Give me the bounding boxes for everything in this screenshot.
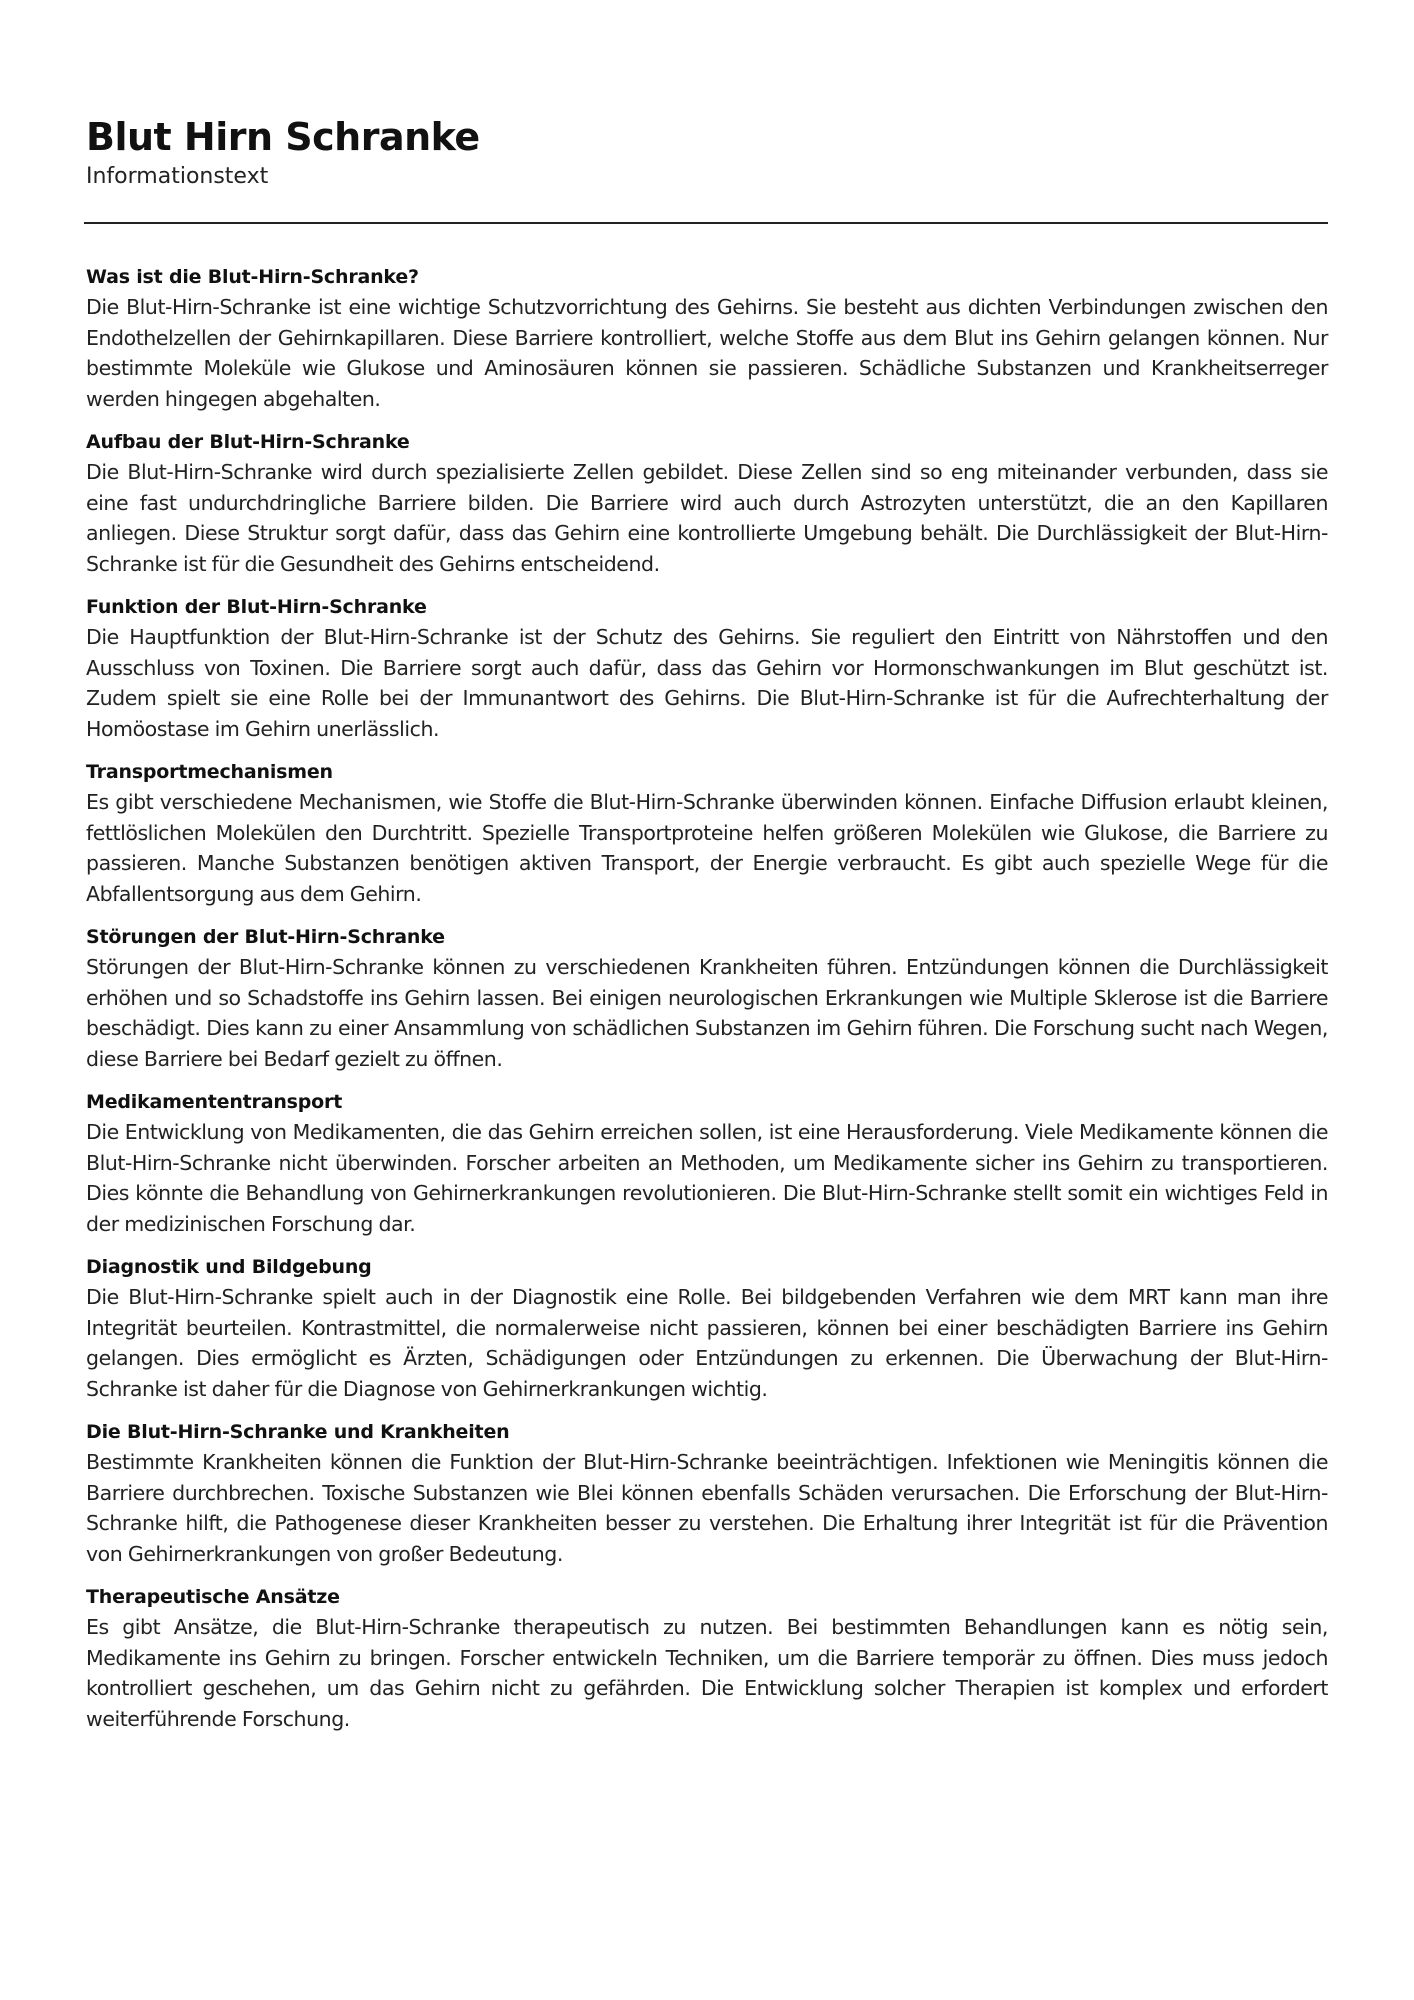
section-body: Die Blut-Hirn-Schranke wird durch spezialisierte Zellen gebildet. Diese Zellen sind so eng miteinander verbunden, dass sie eine fast undurchdringliche Barriere bilden. Die Barriere wird auch durch Astrozyten unterstützt, die an den Kapillaren anliegen. Diese Struktur sorgt dafür, dass das Gehirn eine kontrollierte Umgebung behält. Die Durchlässigkeit der Blut-Hirn-Schranke ist für die Gesundheit des Gehirns entscheidend. [86, 460, 1328, 576]
section-diagnostik [86, 1252, 1328, 1404]
section-transportmechanismen [86, 757, 1328, 909]
section-krankheiten [86, 1417, 1328, 1569]
section-body: Die Hauptfunktion der Blut-Hirn-Schranke ist der Schutz des Gehirns. Sie reguliert den Eintritt von Nährstoffen und den Ausschluss von Toxinen. Die Barriere sorgt auch dafür, dass das Gehirn vor Hormonschwankungen im Blut geschützt ist. Zudem spielt sie eine Rolle bei der Immunantwort des Gehirns. Die Blut-Hirn-Schranke ist für die Aufrechterhaltung der Homöostase im Gehirn unerlässlich. [86, 625, 1328, 741]
section-heading: Die Blut-Hirn-Schranke und Krankheiten [86, 1421, 510, 1443]
section-therapeutische-ansaetze [86, 1582, 1328, 1734]
document-content [86, 262, 1328, 1747]
section-medikamententransport [86, 1087, 1328, 1239]
document-title: Blut Hirn Schranke [86, 115, 480, 159]
section-body: Die Blut-Hirn-Schranke ist eine wichtige Schutzvorrichtung des Gehirns. Sie besteht aus dichten Verbindungen zwischen den Endothelzellen der Gehirnkapillaren. Diese Barriere kontrolliert, welche Stoffe aus dem Blut ins Gehirn gelangen können. Nur bestimmte Moleküle wie Glukose und Aminosäuren können sie passieren. Schädliche Substanzen und Krankheitserreger werden hingegen abgehalten. [86, 295, 1328, 411]
section-body: Es gibt verschiedene Mechanismen, wie Stoffe die Blut-Hirn-Schranke überwinden können. Einfache Diffusion erlaubt kleinen, fettlöslichen Molekülen den Durchtritt. Spezielle Transportproteine helfen größeren Molekülen wie Glukose, die Barriere zu passieren. Manche Substanzen benötigen aktiven Transport, der Energie verbraucht. Es gibt auch spezielle Wege für die Abfallentsorgung aus dem Gehirn. [86, 790, 1328, 906]
title-divider [84, 222, 1328, 224]
section-heading: Funktion der Blut-Hirn-Schranke [86, 596, 427, 618]
section-body: Bestimmte Krankheiten können die Funktion der Blut-Hirn-Schranke beeinträchtigen. Infektionen wie Meningitis können die Barriere durchbrechen. Toxische Substanzen wie Blei können ebenfalls Schäden verursachen. Die Erforschung der Blut-Hirn-Schranke hilft, die Pathogenese dieser Krankheiten besser zu verstehen. Die Erhaltung ihrer Integrität ist für die Prävention von Gehirnerkrankungen von großer Bedeutung. [86, 1450, 1328, 1566]
section-body: Es gibt Ansätze, die Blut-Hirn-Schranke therapeutisch zu nutzen. Bei bestimmten Behandlungen kann es nötig sein, Medikamente ins Gehirn zu bringen. Forscher entwickeln Techniken, um die Barriere temporär zu öffnen. Dies muss jedoch kontrolliert geschehen, um das Gehirn nicht zu gefährden. Die Entwicklung solcher Therapien ist komplex und erfordert weiterführende Forschung. [86, 1615, 1328, 1731]
section-heading: Therapeutische Ansätze [86, 1586, 340, 1608]
section-stoerungen [86, 922, 1328, 1074]
section-heading: Aufbau der Blut-Hirn-Schranke [86, 431, 410, 453]
section-heading: Transportmechanismen [86, 761, 333, 783]
document-subtitle: Informationstext [86, 164, 269, 189]
section-heading: Diagnostik und Bildgebung [86, 1256, 372, 1278]
section-funktion [86, 592, 1328, 744]
section-heading: Medikamententransport [86, 1091, 343, 1113]
section-aufbau [86, 427, 1328, 579]
section-body: Die Entwicklung von Medikamenten, die das Gehirn erreichen sollen, ist eine Herausforderung. Viele Medikamente können die Blut-Hirn-Schranke nicht überwinden. Forscher arbeiten an Methoden, um Medikamente sicher ins Gehirn zu transportieren. Dies könnte die Behandlung von Gehirnerkrankungen revolutionieren. Die Blut-Hirn-Schranke stellt somit ein wichtiges Feld in der medizinischen Forschung dar. [86, 1120, 1328, 1236]
section-body: Störungen der Blut-Hirn-Schranke können zu verschiedenen Krankheiten führen. Entzündungen können die Durchlässigkeit erhöhen und so Schadstoffe ins Gehirn lassen. Bei einigen neurologischen Erkrankungen wie Multiple Sklerose ist die Barriere beschädigt. Dies kann zu einer Ansammlung von schädlichen Substanzen im Gehirn führen. Die Forschung sucht nach Wegen, diese Barriere bei Bedarf gezielt zu öffnen. [86, 955, 1328, 1071]
section-heading: Störungen der Blut-Hirn-Schranke [86, 926, 445, 948]
section-body: Die Blut-Hirn-Schranke spielt auch in der Diagnostik eine Rolle. Bei bildgebenden Verfahren wie dem MRT kann man ihre Integrität beurteilen. Kontrastmittel, die normalerweise nicht passieren, können bei einer beschädigten Barriere ins Gehirn gelangen. Dies ermöglicht es Ärzten, Schädigungen oder Entzündungen zu erkennen. Die Überwachung der Blut-Hirn-Schranke ist daher für die Diagnose von Gehirnerkrankungen wichtig. [86, 1285, 1328, 1401]
section-was-ist [86, 262, 1328, 414]
section-heading: Was ist die Blut-Hirn-Schranke? [86, 266, 419, 288]
